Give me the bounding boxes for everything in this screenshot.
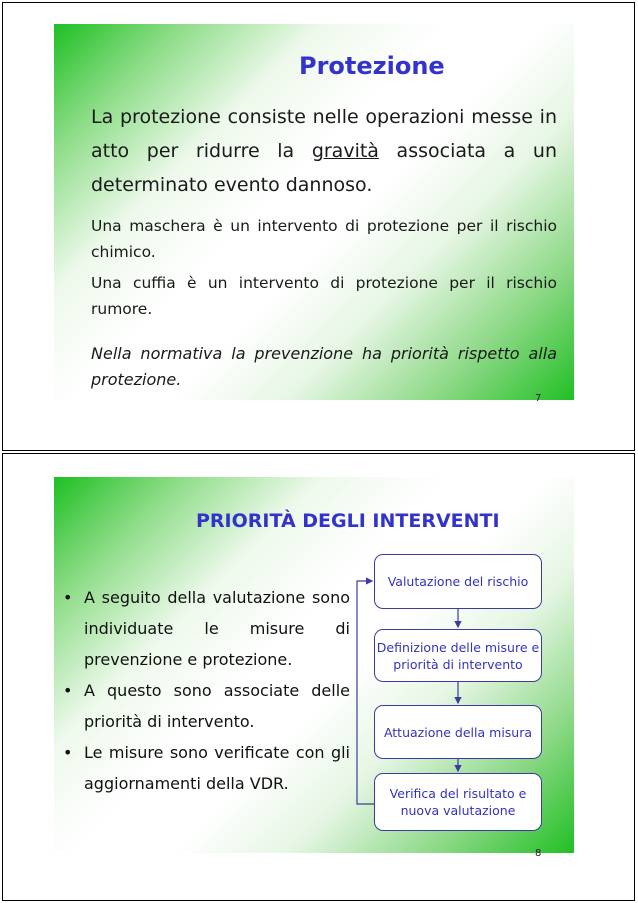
- flow-step-attuazione: Attuazione della misura: [374, 705, 542, 759]
- mask-paragraph: Una maschera è un intervento di protezione per il rischio chimico.: [91, 217, 557, 261]
- lead-text-end: associata a un determinato evento dannoso.: [91, 140, 558, 196]
- flow-step-definizione: Definizione delle misure e priorità di intervento: [374, 629, 542, 682]
- bullet-item: • A questo sono associate delle priorità di intervento.: [60, 675, 350, 737]
- handout-page-1: [2, 2, 635, 451]
- page-number: 8: [535, 848, 542, 859]
- flow-step-verifica: Verifica del risultato e nuova valutazione: [374, 773, 542, 831]
- bullet-item: • Le misure sono verificate con gli aggiornamenti della VDR.: [60, 737, 350, 799]
- handout-page-2: [2, 453, 635, 901]
- flow-step-valutazione: Valutazione del rischio: [374, 554, 542, 609]
- slide-priorita: [54, 477, 574, 859]
- slide-protezione: [54, 24, 574, 404]
- underlined-term: gravità: [311, 140, 379, 162]
- bullet-item: • A seguito della valutazione sono individuate le misure di prevenzione e protezione.: [60, 582, 350, 675]
- earmuff-paragraph: Una cuffia è un intervento di protezione per il rischio rumore.: [91, 274, 557, 318]
- slide-title: PRIORITÀ DEGLI INTERVENTI: [196, 510, 500, 532]
- lead-paragraph: [91, 100, 557, 202]
- feedback-loop: [357, 581, 374, 804]
- slide-title: Protezione: [299, 52, 445, 80]
- lead-text-start: La protezione consiste nelle operazioni messe in atto per ridurre la: [91, 106, 557, 162]
- page-number: 7: [535, 393, 542, 404]
- regulation-paragraph: Nella normativa la prevenzione ha priorità rispetto alla protezione.: [91, 344, 557, 389]
